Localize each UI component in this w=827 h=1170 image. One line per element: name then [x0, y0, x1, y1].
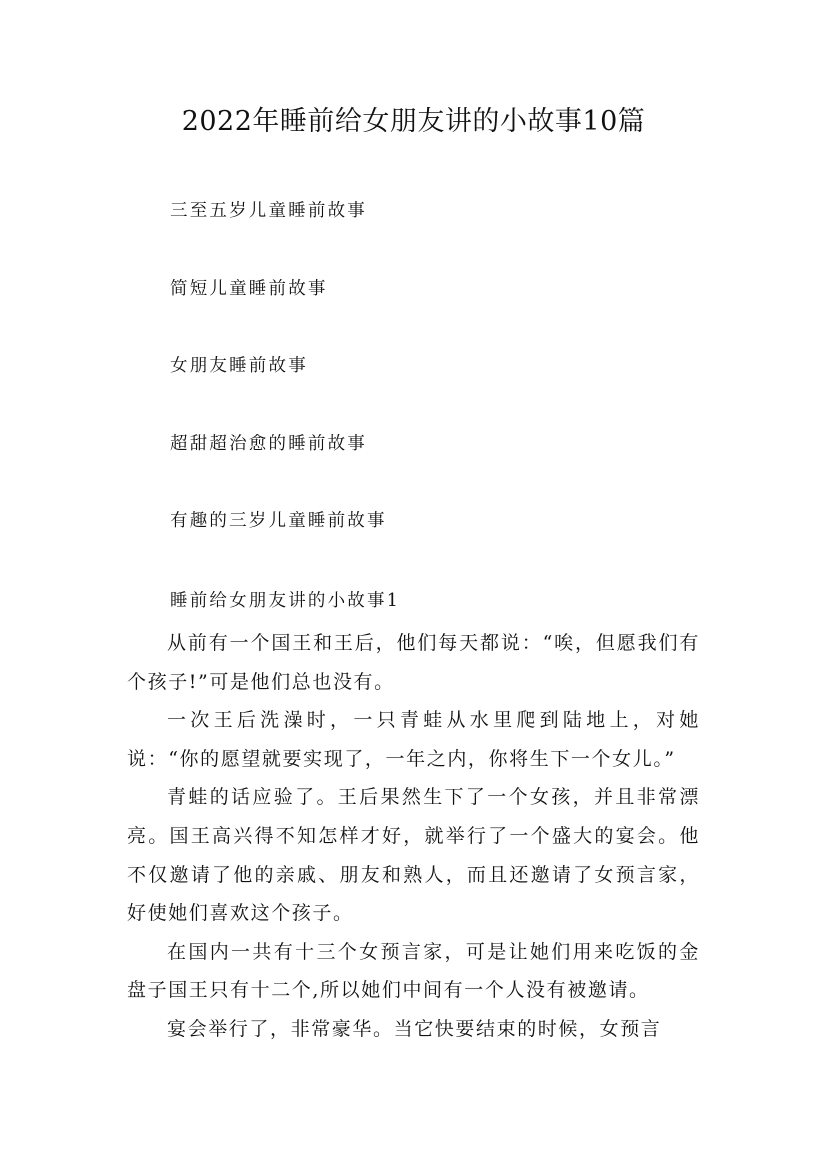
- paragraph: 从前有一个国王和王后，他们每天都说：“唉，但愿我们有个孩子!”可是他们总也没有。: [127, 632, 700, 693]
- paragraph: 宴会举行了，非常豪华。当它快要结束的时候，女预言: [167, 1017, 662, 1040]
- toc-item: 女朋友睡前故事: [170, 356, 308, 376]
- paragraph: 青蛙的话应验了。王后果然生下了一个女孩，并且非常漂亮。国王高兴得不知怎样才好，就举行了一个盛大的宴会。他不仅邀请了他的亲戚、朋友和熟人，而且还邀请了女预言家，好使她们喜欢这个孩子。: [127, 786, 700, 925]
- story-body: [127, 624, 700, 1049]
- toc-item: 有趣的三岁儿童睡前故事: [170, 511, 387, 531]
- toc-item: 超甜超治愈的睡前故事: [170, 433, 367, 454]
- story-heading: 睡前给女朋友讲的小故事1: [170, 591, 401, 611]
- document-title: 2022年睡前给女朋友讲的小故事10篇: [181, 106, 646, 137]
- toc-item: 简短儿童睡前故事: [170, 278, 328, 299]
- paragraph: 在国内一共有十三个女预言家，可是让她们用来吃饭的金盘子国王只有十二个,所以她们中间有一个人没有被邀请。: [127, 940, 700, 1002]
- paragraph: 一次王后洗澡时，一只青蛙从水里爬到陆地上，对她说：“你的愿望就要实现了，一年之内，你将生下一个女儿。”: [127, 709, 700, 770]
- toc-list: [170, 197, 730, 585]
- toc-item: 三至五岁儿童睡前故事: [170, 201, 367, 221]
